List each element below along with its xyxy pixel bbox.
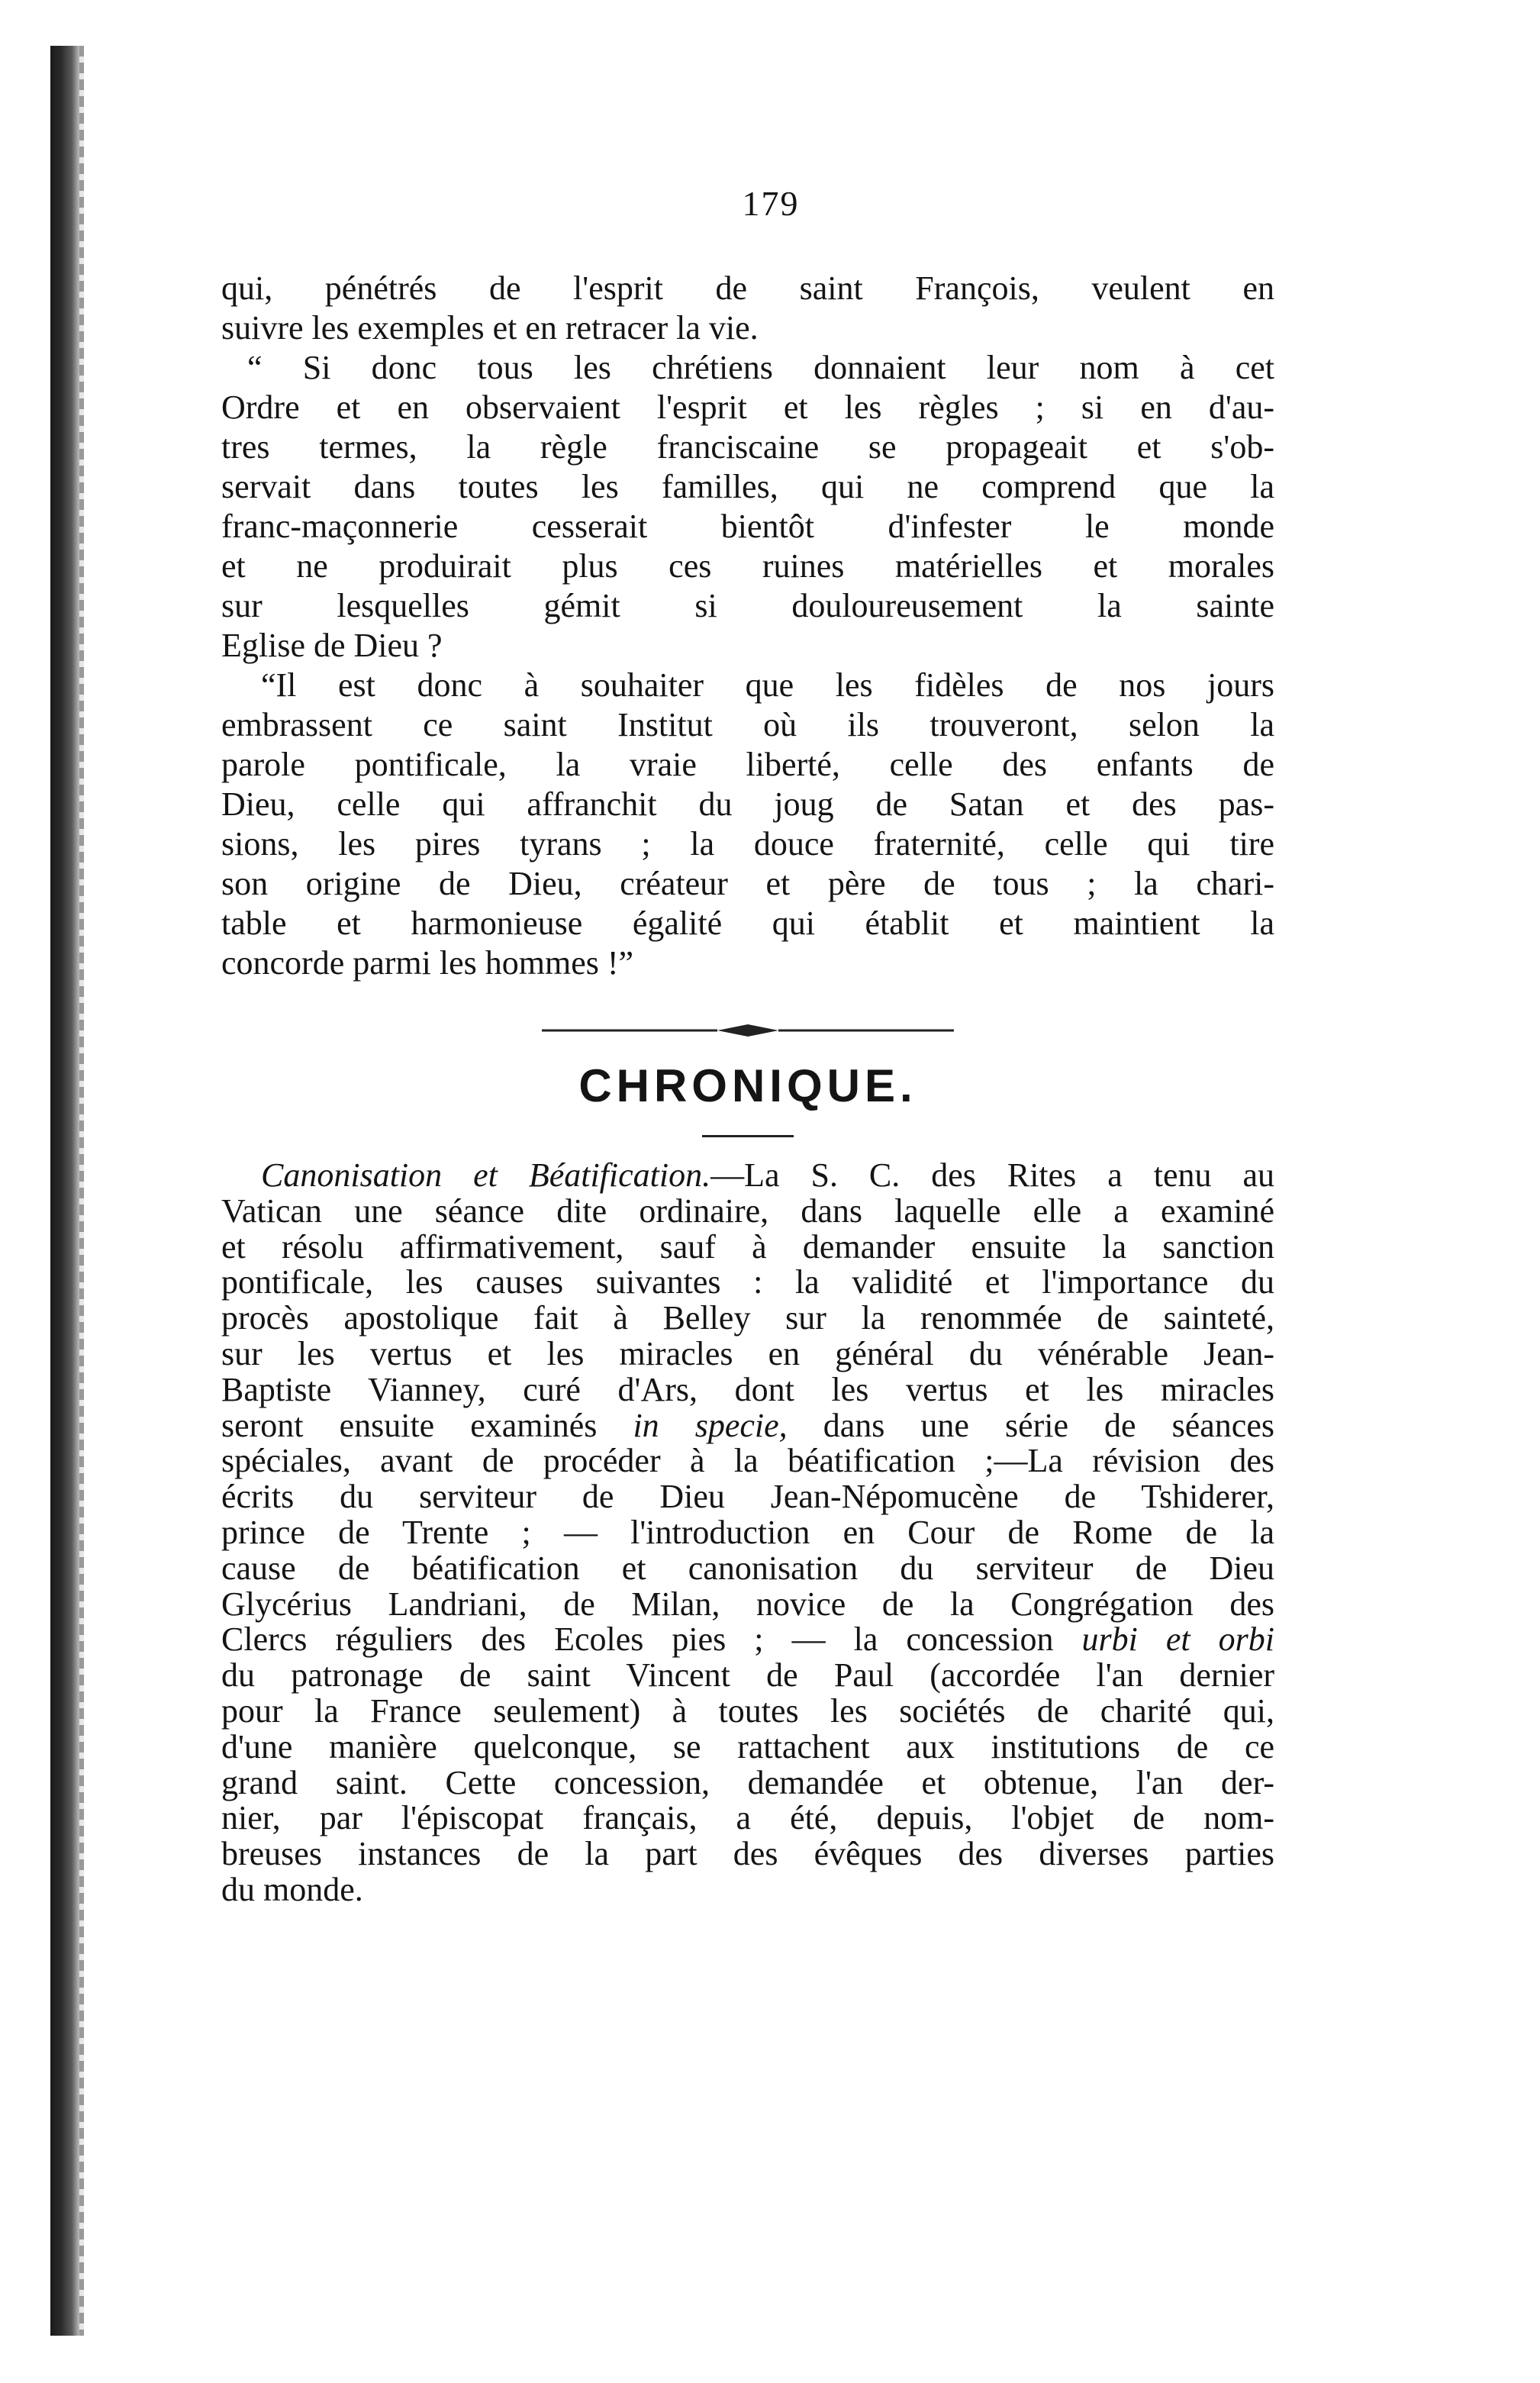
- page-number: 179: [742, 184, 800, 223]
- text-line: du monde.: [221, 1870, 363, 1908]
- text-line: grand saint. Cette concession, demandée et obtenue, l'an der-: [221, 1763, 1274, 1801]
- text-line: embrassent ce saint Institut où ils trouveront, selon la: [221, 706, 1274, 743]
- text-line: breuses instances de la part des évêques des diverses parties: [221, 1835, 1274, 1873]
- text-line: du patronage de saint Vincent de Paul (accordée l'an dernier: [221, 1656, 1274, 1695]
- text-line: spéciales, avant de procéder à la béatification ;—La révision des: [221, 1442, 1274, 1480]
- text-line: Vatican une séance dite ordinaire, dans laquelle elle a examiné: [221, 1192, 1274, 1230]
- text-line: sur les vertus et les miracles en général du vénérable Jean-: [221, 1334, 1274, 1372]
- text-line: et résolu affirmativement, sauf à demander ensuite la sanction: [221, 1227, 1274, 1266]
- text-line: prince de Trente ; — l'introduction en Cour de Rome de la: [221, 1513, 1274, 1551]
- text-line: écrits du serviteur de Dieu Jean-Népomucène de Tshiderer,: [221, 1478, 1274, 1516]
- text-line: sions, les pires tyrans ; la douce fraternité, celle qui tire: [221, 825, 1274, 863]
- text-line: sur lesquelles gémit si douloureusement la sainte: [221, 587, 1274, 624]
- text-line: son origine de Dieu, créateur et père de tous ; la chari-: [221, 865, 1274, 902]
- text-line: pour la France seulement) à toutes les sociétés de charité qui,: [221, 1691, 1274, 1730]
- text-line: Dieu, celle qui affranchit du joug de Satan et des pas-: [221, 785, 1274, 823]
- text-line: et ne produirait plus ces ruines matérielles et morales: [221, 547, 1274, 585]
- text-line: procès apostolique fait à Belley sur la renommée de sainteté,: [221, 1299, 1274, 1337]
- text-line: franc-maçonnerie cesserait bientôt d'infester le monde: [221, 508, 1274, 545]
- text-line: table et harmonieuse égalité qui établit et maintient la: [221, 905, 1274, 942]
- text-line: d'une manière quelconque, se rattachent aux institutions de ce: [221, 1727, 1274, 1765]
- text-line: qui, pénétrés de l'esprit de saint François, veulent en: [221, 269, 1274, 307]
- intro-paragraphs: [221, 269, 1274, 983]
- section-heading: CHRONIQUE.: [578, 1060, 917, 1111]
- heading-rule: [702, 1135, 794, 1137]
- text-line: cause de béatification et canonisation du serviteur de Dieu: [221, 1549, 1274, 1587]
- text-line: tres termes, la règle franciscaine se propageait et s'ob-: [221, 428, 1274, 466]
- text-line: pontificale, les causes suivantes : la validité et l'importance du: [221, 1263, 1274, 1301]
- text-line: nier, par l'épiscopat français, a été, depuis, l'objet de nom-: [221, 1799, 1274, 1837]
- text-line: parole pontificale, la vraie liberté, celle des enfants de: [221, 746, 1274, 783]
- text-line: seront ensuite examinés in specie, dans une série de séances: [221, 1406, 1274, 1444]
- text-line: Glycérius Landriani, de Milan, novice de la Congrégation des: [221, 1585, 1274, 1623]
- chronique-section: [221, 1158, 1274, 1908]
- text-line: “ Si donc tous les chrétiens donnaient leur nom à cet: [247, 349, 1274, 386]
- page-edge: [79, 46, 84, 2336]
- section-separator: [542, 1015, 954, 1046]
- text-line: concorde parmi les hommes !”: [221, 944, 634, 982]
- text-line: Eglise de Dieu ?: [221, 627, 443, 664]
- text-line: servait dans toutes les familles, qui ne comprend que la: [221, 468, 1274, 505]
- text-line: Clercs réguliers des Ecoles pies ; — la concession urbi et orbi: [221, 1620, 1274, 1659]
- subsection-title: Canonisation et Béatification.: [261, 1156, 711, 1194]
- text-line: Canonisation et Béatification.—La S. C. des Rites a tenu au: [261, 1156, 1274, 1194]
- text-line: “Il est donc à souhaiter que les fidèles de nos jours: [261, 666, 1274, 704]
- text-line: suivre les exemples et en retracer la vie.: [221, 309, 759, 347]
- text-line: Ordre et en observaient l'esprit et les règles ; si en d'au-: [221, 389, 1274, 426]
- text-line: Baptiste Vianney, curé d'Ars, dont les vertus et les miracles: [221, 1370, 1274, 1408]
- book-spine-shadow: [50, 46, 81, 2336]
